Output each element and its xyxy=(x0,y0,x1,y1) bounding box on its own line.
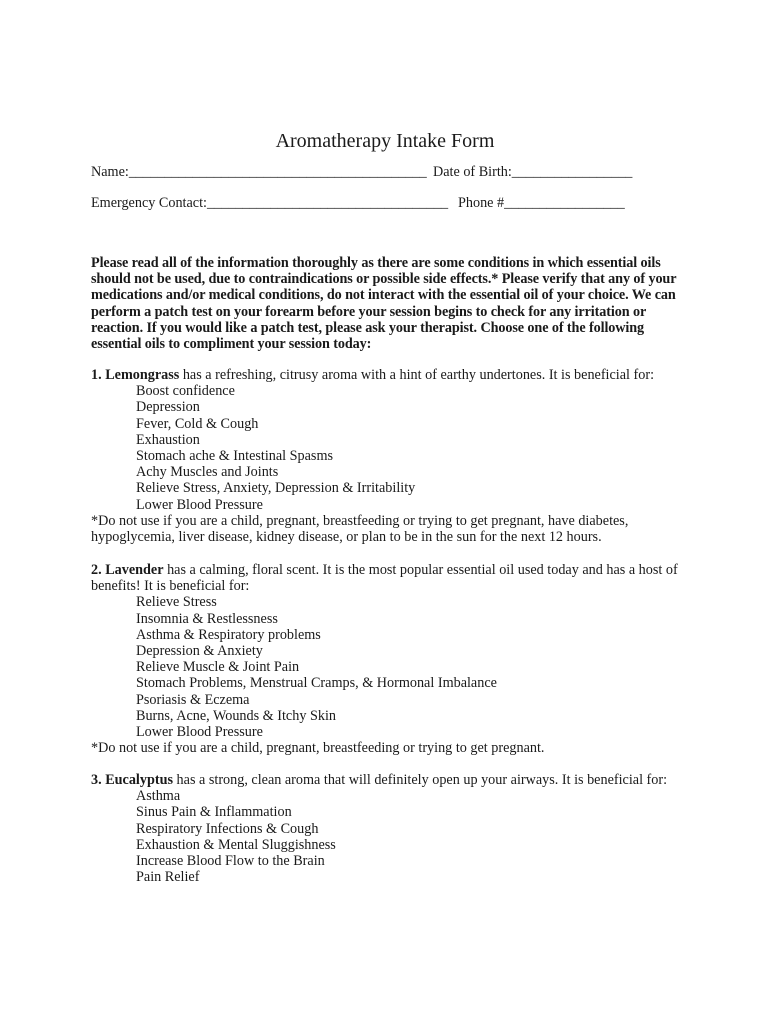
list-item: Asthma & Respiratory problems xyxy=(136,626,321,643)
list-item: Lower Blood Pressure xyxy=(136,724,263,741)
oil-description: has a calming, floral scent. It is the most popular essential oil used today and has a host of benefits! It is beneficial for: xyxy=(91,562,678,595)
phone-field-line[interactable]: Phone #_________________ xyxy=(458,195,625,211)
intro-paragraph: Please read all of the information thoroughly as there are some conditions in which essential oils should not be used, due to contraindications or possible side effects.* Please verify that any of your medications and/or medical conditions, do not interact with the essential oil of your choice. We can perform a patch test on your forearm before your session begins to check for any irritation or reaction. If you would like a patch test, please ask your therapist. Choose one of the following essential oils to compliment your session today: xyxy=(91,255,677,353)
oil-description: has a strong, clean aroma that will definitely open up your airways. It is beneficial for: xyxy=(173,772,668,788)
list-item: Relieve Stress, Anxiety, Depression & Irritability xyxy=(136,480,416,497)
list-item: Depression xyxy=(136,399,200,416)
oil-description: has a refreshing, citrusy aroma with a hint of earthy undertones. It is beneficial for: xyxy=(179,367,655,383)
dob-field-line[interactable]: Date of Birth:_________________ xyxy=(433,164,633,180)
oil-heading xyxy=(91,772,691,788)
list-item: Increase Blood Flow to the Brain xyxy=(136,853,325,870)
oil-number: 3. xyxy=(91,772,102,788)
list-item: Relieve Stress xyxy=(136,594,217,611)
list-item: Depression & Anxiety xyxy=(136,643,263,660)
list-item: Fever, Cold & Cough xyxy=(136,415,259,432)
benefits-list xyxy=(91,383,691,513)
list-item: Asthma xyxy=(136,788,181,805)
list-item: Sinus Pain & Inflammation xyxy=(136,804,292,821)
list-item: Stomach Problems, Menstrual Cramps, & Hormonal Imbalance xyxy=(136,675,497,692)
form-title: Aromatherapy Intake Form xyxy=(275,130,495,152)
oil-section-lavender xyxy=(91,562,691,756)
list-item: Psoriasis & Eczema xyxy=(136,691,250,708)
oil-name: Lavender xyxy=(105,562,164,578)
list-item: Achy Muscles and Joints xyxy=(136,464,279,481)
list-item: Respiratory Infections & Cough xyxy=(136,820,319,837)
list-item: Lower Blood Pressure xyxy=(136,496,263,513)
name-field-line[interactable]: Name:__________________________________________ xyxy=(91,164,427,180)
oil-section-lemongrass xyxy=(91,367,691,545)
oil-heading xyxy=(91,562,691,594)
list-item: Boost confidence xyxy=(136,383,235,400)
warning-note: *Do not use if you are a child, pregnant, breastfeeding or trying to get pregnant. xyxy=(91,740,545,757)
list-item: Burns, Acne, Wounds & Itchy Skin xyxy=(136,707,336,724)
list-item: Stomach ache & Intestinal Spasms xyxy=(136,448,334,465)
warning-note: *Do not use if you are a child, pregnant, breastfeeding or trying to get pregnant, have diabetes, hypoglycemia, liver disease, kidney disease, or plan to be in the sun for the next 12 hours. xyxy=(91,512,629,546)
list-item: Exhaustion xyxy=(136,431,200,448)
oil-name: Lemongrass xyxy=(105,367,180,383)
oil-number: 1. xyxy=(91,367,102,383)
list-item: Pain Relief xyxy=(136,869,200,886)
benefits-list xyxy=(91,594,691,740)
list-item: Relieve Muscle & Joint Pain xyxy=(136,659,300,676)
list-item: Exhaustion & Mental Sluggishness xyxy=(136,836,336,853)
oil-section-eucalyptus xyxy=(91,772,691,885)
oil-number: 2. xyxy=(91,562,102,578)
list-item: Insomnia & Restlessness xyxy=(136,610,278,627)
oil-heading xyxy=(91,367,691,383)
oil-name: Eucalyptus xyxy=(105,772,173,788)
benefits-list xyxy=(91,788,691,885)
emergency-contact-field-line[interactable]: Emergency Contact:__________________________________ xyxy=(91,195,449,211)
